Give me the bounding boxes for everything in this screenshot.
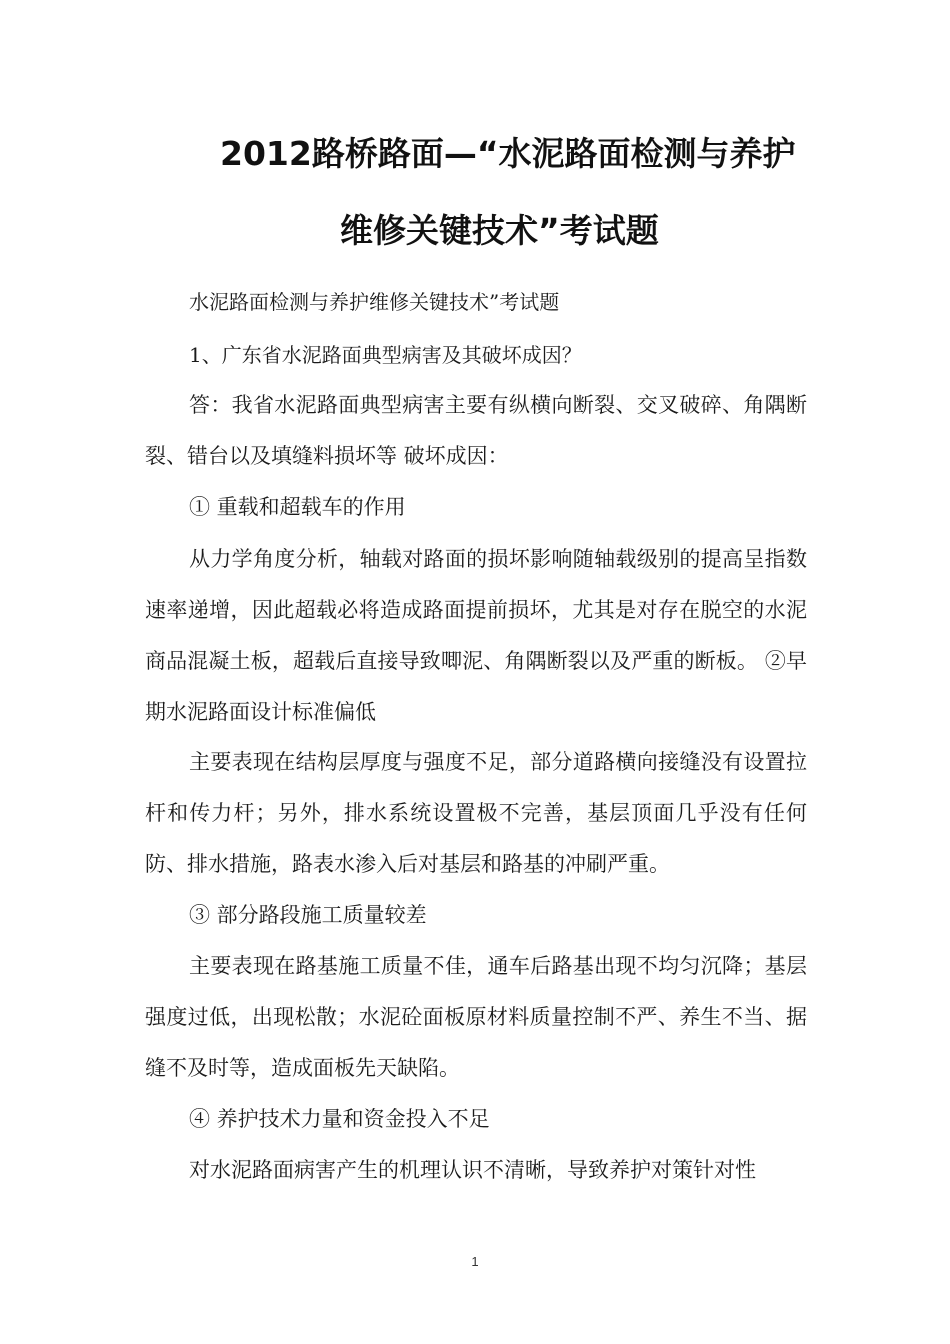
- answer-1-paragraph: 答：我省水泥路面典型病害主要有纵横向断裂、交叉破碎、角隅断裂、错台以及填缝料损坏等 破坏成因：: [145, 393, 807, 468]
- subtitle-paragraph: 水泥路面检测与养护维修关键技术”考试题: [189, 290, 560, 314]
- document-title-line-2: 维修关键技术”考试题: [340, 211, 659, 250]
- question-1: 1、广东省水泥路面典型病害及其破坏成因？: [189, 343, 582, 367]
- cause-heading-1: ① 重载和超载车的作用: [189, 495, 406, 519]
- cause-body-1: 从力学角度分析，轴载对路面的损坏影响随轴载级别的提高呈指数速率递增，因此超载必将造成路面提前损坏，尤其是对存在脱空的水泥商品混凝土板，超载后直接导致唧泥、角隅断裂以及严重的断板。 ②早期水泥路面设计标准偏低: [145, 547, 807, 724]
- document-title-line-1: 2012路桥路面—“水泥路面检测与养护: [220, 134, 796, 173]
- cause-heading-4: ④ 养护技术力量和资金投入不足: [189, 1107, 490, 1131]
- cause-body-4: 对水泥路面病害产生的机理认识不清晰，导致养护对策针对性: [189, 1158, 756, 1182]
- cause-body-2: 主要表现在结构层厚度与强度不足，部分道路横向接缝没有设置拉杆和传力杆；另外，排水系统设置极不完善，基层顶面几乎没有任何防、排水措施，路表水渗入后对基层和路基的冲刷严重。: [145, 750, 807, 876]
- cause-body-3: 主要表现在路基施工质量不佳，通车后路基出现不均匀沉降；基层强度过低，出现松散；水泥砼面板原材料质量控制不严、养生不当、据缝不及时等，造成面板先天缺陷。: [145, 954, 807, 1080]
- page-number: 1: [471, 1254, 479, 1269]
- cause-heading-3: ③ 部分路段施工质量较差: [189, 903, 427, 927]
